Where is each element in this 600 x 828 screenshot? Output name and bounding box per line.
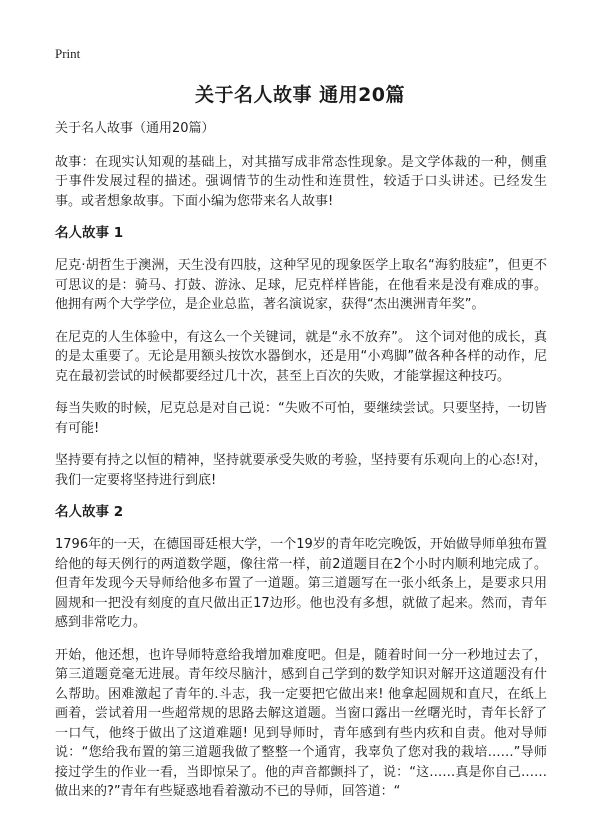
article-body bbox=[55, 119, 547, 815]
page-title: 关于名人故事 通用20篇 bbox=[194, 84, 406, 106]
section-story-2 bbox=[55, 503, 547, 802]
article-intro: 故事：在现实认知观的基础上，对其描写成非常态性现象。是文学体裁的一种，侧重于事件发展过程的描述。强调情节的生动性和连贯性，较适于口头讲述。已经发生事。或者想象故事。下面小编为您带来名人故事! bbox=[55, 154, 547, 209]
article-subtitle: 关于名人故事（通用20篇） bbox=[55, 121, 215, 136]
paragraph: 每当失败的时候，尼克总是对自己说：“失败不可怕，要继续尝试。只要坚持，一切皆有可能! bbox=[55, 401, 547, 436]
paragraph: 坚持要有持之以恒的精神，坚持就要承受失败的考验，坚持要有乐观向上的心态!对，我们一定要将坚持进行到底! bbox=[55, 453, 547, 488]
section-heading: 名人故事 2 bbox=[55, 504, 124, 520]
section-story-1 bbox=[55, 224, 547, 490]
print-label[interactable]: Print bbox=[55, 46, 81, 61]
paragraph: 尼克·胡哲生于澳洲，天生没有四肢，这种罕见的现象医学上取名“海豹肢症”，但更不可思议的是：骑马、打鼓、游泳、足球，尼克样样皆能，在他看来是没有难成的事。他拥有两个大学学位，是企业总监，著名演说家，获得“杰出澳洲青年奖”。 bbox=[55, 258, 547, 312]
section-heading: 名人故事 1 bbox=[55, 225, 124, 241]
paragraph: 开始，他还想，也许导师特意给我增加难度吧。但是，随着时间一分一秒地过去了，第三道题竟毫无进展。青年绞尽脑汁，感到自己学到的数学知识对解开这道题没有什么帮助。困难激起了青年的.斗志，我一定要把它做出来! 他拿起圆规和直尺，在纸上画着，尝试着用一些超常规的思路去解这道题。当窗口露出一丝曙光时，青年长舒了一口气，他终于做出了这道难题! 见到导师时，青年感到有些内疚和自责。他对导师说：“您给我布置的第三道题我做了整整一个通宵，我辜负了您对我的栽培……”导师接过学生的作业一看，当即惊呆了。他的声音都颤抖了，说：“这……真是你自己……做出来的?”青年有些疑惑地看着激动不已的导师，回答道：“ bbox=[55, 647, 547, 799]
paragraph: 在尼克的人生体验中，有这么一个关键词，就是“永不放弃”。 这个词对他的成长，真的是太重要了。无论是用额头按饮水器倒水，还是用“小鸡脚”做各种各样的动作，尼克在最初尝试的时候都要经过几十次，甚至上百次的失败，才能掌握这种技巧。 bbox=[55, 329, 547, 384]
paragraph: 1796年的一天，在德国哥廷根大学，一个19岁的青年吃完晚饭，开始做导师单独布置给他的每天例行的两道数学题，像往常一样，前2道题目在2个小时内顺利地完成了。但青年发现今天导师给他多布置了一道题。第三道题写在一张小纸条上，是要求只用圆规和一把没有刻度的直尺做出正17边形。他也没有多想，就做了起来。然而，青年感到非常吃力。 bbox=[55, 537, 547, 630]
